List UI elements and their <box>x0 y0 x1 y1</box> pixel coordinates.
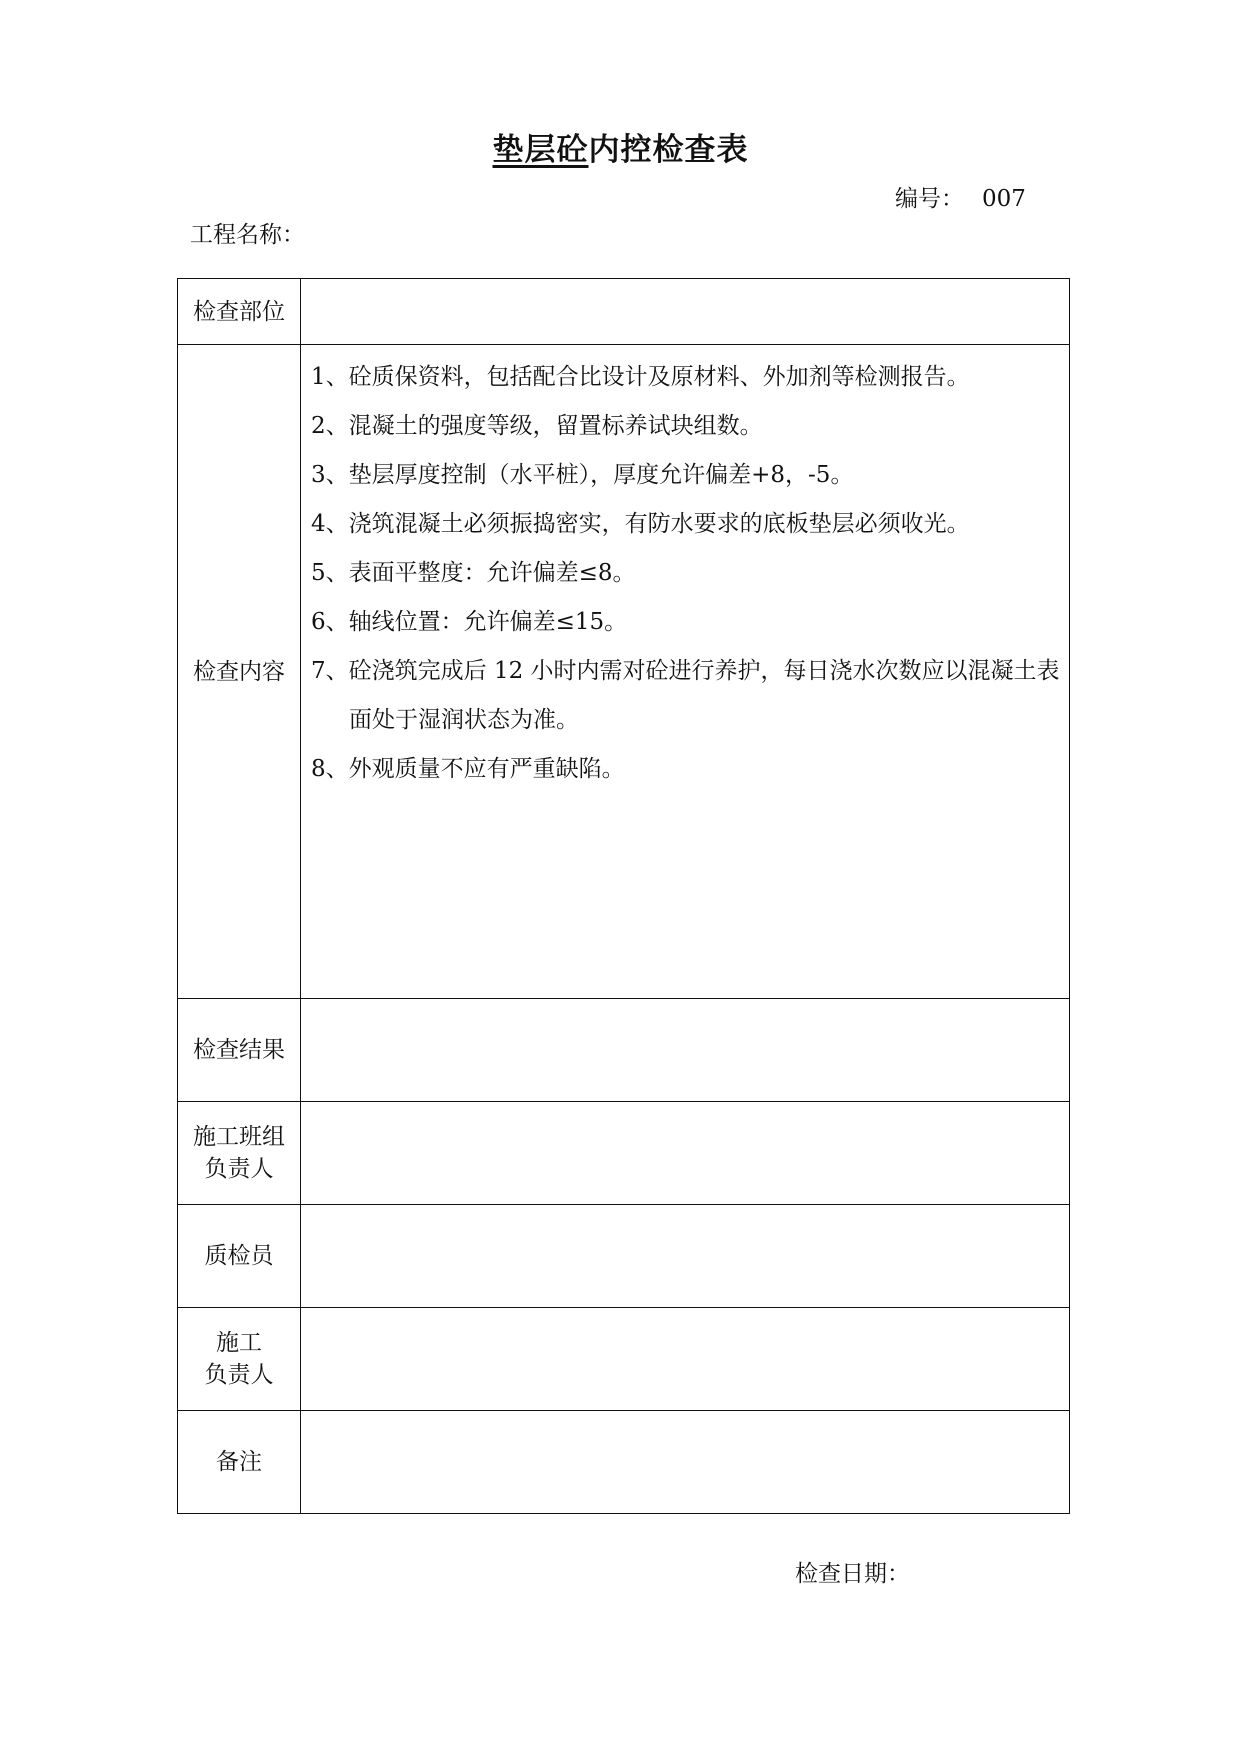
list-item: 2、混凝土的强度等级，留置标养试块组数。 <box>311 413 763 439</box>
project-name-label: 工程名称： <box>190 222 305 248</box>
remarks-label: 备注 <box>178 1411 301 1514</box>
inspector-label: 质检员 <box>178 1205 301 1308</box>
inspector-value-cell[interactable] <box>301 1205 1070 1308</box>
list-item: 7、砼浇筑完成后 12 小时内需对砼进行养护，每日浇水次数应以混凝土表面处于湿润状态为准。 <box>311 658 1060 733</box>
construction-lead-label-line2: 负责人 <box>204 1362 274 1388</box>
content-list <box>301 345 1069 794</box>
inspection-date-label: 检查日期： <box>795 1561 910 1587</box>
list-item: 8、外观质量不应有严重缺陷。 <box>311 756 625 782</box>
result-label: 检查结果 <box>178 999 301 1102</box>
team-leader-label <box>178 1102 301 1205</box>
serial-value: 007 <box>982 186 1026 212</box>
row-content <box>178 345 1070 999</box>
row-inspector <box>178 1205 1070 1308</box>
list-item: 4、浇筑混凝土必须振捣密实，有防水要求的底板垫层必须收光。 <box>311 511 970 537</box>
row-result <box>178 999 1070 1102</box>
list-item: 1、砼质保资料，包括配合比设计及原材料、外加剂等检测报告。 <box>311 364 970 390</box>
row-team-leader <box>178 1102 1070 1205</box>
team-leader-label-line2: 负责人 <box>204 1156 274 1182</box>
list-item: 3、垫层厚度控制（水平桩），厚度允许偏差+8，-5。 <box>311 462 854 488</box>
row-location <box>178 279 1070 345</box>
list-item: 5、表面平整度：允许偏差≤8。 <box>311 560 636 586</box>
row-construction-lead <box>178 1308 1070 1411</box>
team-leader-value-cell[interactable] <box>301 1102 1070 1205</box>
content-label: 检查内容 <box>178 345 301 999</box>
row-remarks <box>178 1411 1070 1514</box>
construction-lead-label-line1: 施工 <box>216 1330 262 1356</box>
result-value-cell[interactable] <box>301 999 1070 1102</box>
remarks-value-cell[interactable] <box>301 1411 1070 1514</box>
team-leader-label-line1: 施工班组 <box>193 1124 285 1150</box>
construction-lead-label <box>178 1308 301 1411</box>
inspection-table <box>177 278 1070 1514</box>
serial-number <box>895 180 1026 213</box>
location-label: 检查部位 <box>178 279 301 345</box>
construction-lead-value-cell[interactable] <box>301 1308 1070 1411</box>
page-title <box>0 124 1241 169</box>
title-underlined: 垫层砼 <box>492 132 589 168</box>
title-rest: 内控检查表 <box>588 132 749 168</box>
serial-label: 编号： <box>895 186 964 212</box>
location-value-cell[interactable] <box>301 279 1070 345</box>
list-item: 6、轴线位置：允许偏差≤15。 <box>311 609 628 635</box>
content-value-cell <box>301 345 1070 999</box>
